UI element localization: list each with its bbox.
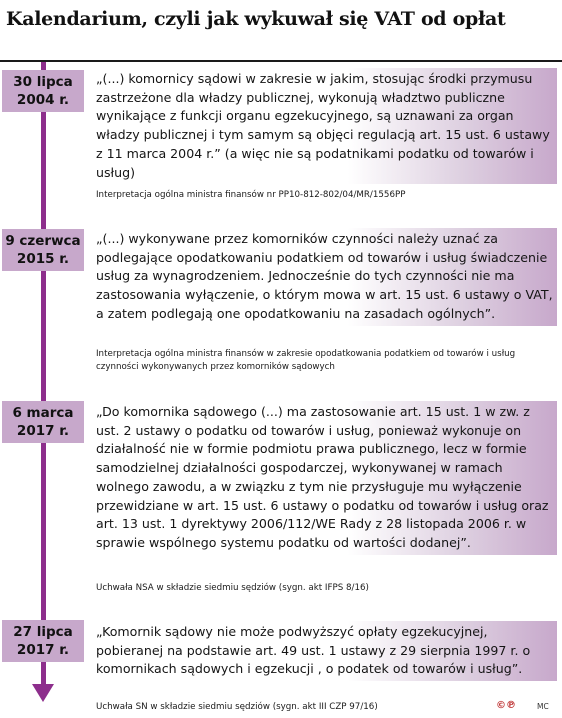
source-4: Uchwała SN w składzie siedmiu sędziów (sygn. akt III CZP 97/16) (96, 702, 378, 712)
date-day-month: 6 marca (12, 405, 74, 421)
quote-4: „Komornik sądowy nie może podwyższyć opłaty egzekucyjnej, pobieranej na podstawie art. 49 ust. 1 ustawy z 29 sierpnia 1997 r. o komornikach sądowych i egzekucji , o podatek od towarów i usług”. (92, 621, 557, 681)
quote-3: „Do komornika sądowego (...) ma zastosowanie art. 15 ust. 1 w zw. z ust. 2 ustawy o podatku od towarów i usług, ponieważ wykonuje on działalność nie w formie podmiotu prawa publicznego, lecz w formie samodzielnej działalności gospodarczej, wykonywanej w ramach wolnego zawodu, a w związku z tym nie przysługuje mu wyłączenie przewidziane w art. 15 ust. 6 ustawy o podatku od towarów i usług oraz art. 13 ust. 1 dyrektywy 2006/112/WE Rady z 28 listopada 2006 r. w sprawie wspólnego systemu podatku od wartości dodanej”. (92, 401, 557, 555)
date-day-month: 30 lipca (13, 74, 73, 90)
title-divider (0, 60, 562, 62)
quote-1: „(...) komornicy sądowi w zakresie w jakim, stosując środki przymusu zastrzeżone dla władzy publicznej, wykonują władztwo publiczne wynikające z funkcji organu egzekucyjnego, są uznawani za organ władzy publicznej i tym samym są objęci regulacją art. 15 ust. 6 ustawy z 11 marca 2004 r.” (a więc nie są podatnikami podatku od towarów i usług) (92, 68, 557, 184)
date-badge-3 (2, 401, 84, 443)
source-3: Uchwała NSA w składzie siedmiu sędziów (sygn. akt IFPS 8/16) (96, 583, 369, 593)
date-day-month: 27 lipca (13, 624, 73, 640)
date-badge-4 (2, 620, 84, 662)
date-year: 2017 r. (16, 423, 70, 439)
date-day-month: 9 czerwca (5, 233, 81, 249)
page-title: Kalendarium, czyli jak wykuwał się VAT od opłat (6, 8, 506, 30)
date-badge-2 (2, 229, 84, 271)
date-year: 2015 r. (16, 251, 70, 267)
quote-2: „(...) wykonywane przez komorników czynności należy uznać za podlegające opodatkowaniu podatkiem od towarów i usług świadczenie usług za wynagrodzeniem. Jednocześnie do tych czynności nie ma zastosowania wyłączenie, o którym mowa w art. 15 ust. 6 ustawy o VAT, a zatem podlegają one opodatkowaniu na zasadach ogólnych”. (92, 228, 557, 326)
author-credit: MC (537, 702, 549, 711)
date-year: 2017 r. (16, 642, 70, 658)
copyright-mark: ©℗ (496, 700, 516, 711)
timeline-arrow-down-icon (32, 684, 54, 702)
date-year: 2004 r. (16, 92, 70, 108)
source-1: Interpretacja ogólna ministra finansów nr PP10-812-802/04/MR/1556PP (96, 190, 406, 200)
source-2: Interpretacja ogólna ministra finansów w zakresie opodatkowania podatkiem od towarów i usług czynności wykonywanych przez komorników sądowych (96, 349, 516, 372)
date-badge-1 (2, 70, 84, 112)
timeline-line (41, 62, 46, 688)
